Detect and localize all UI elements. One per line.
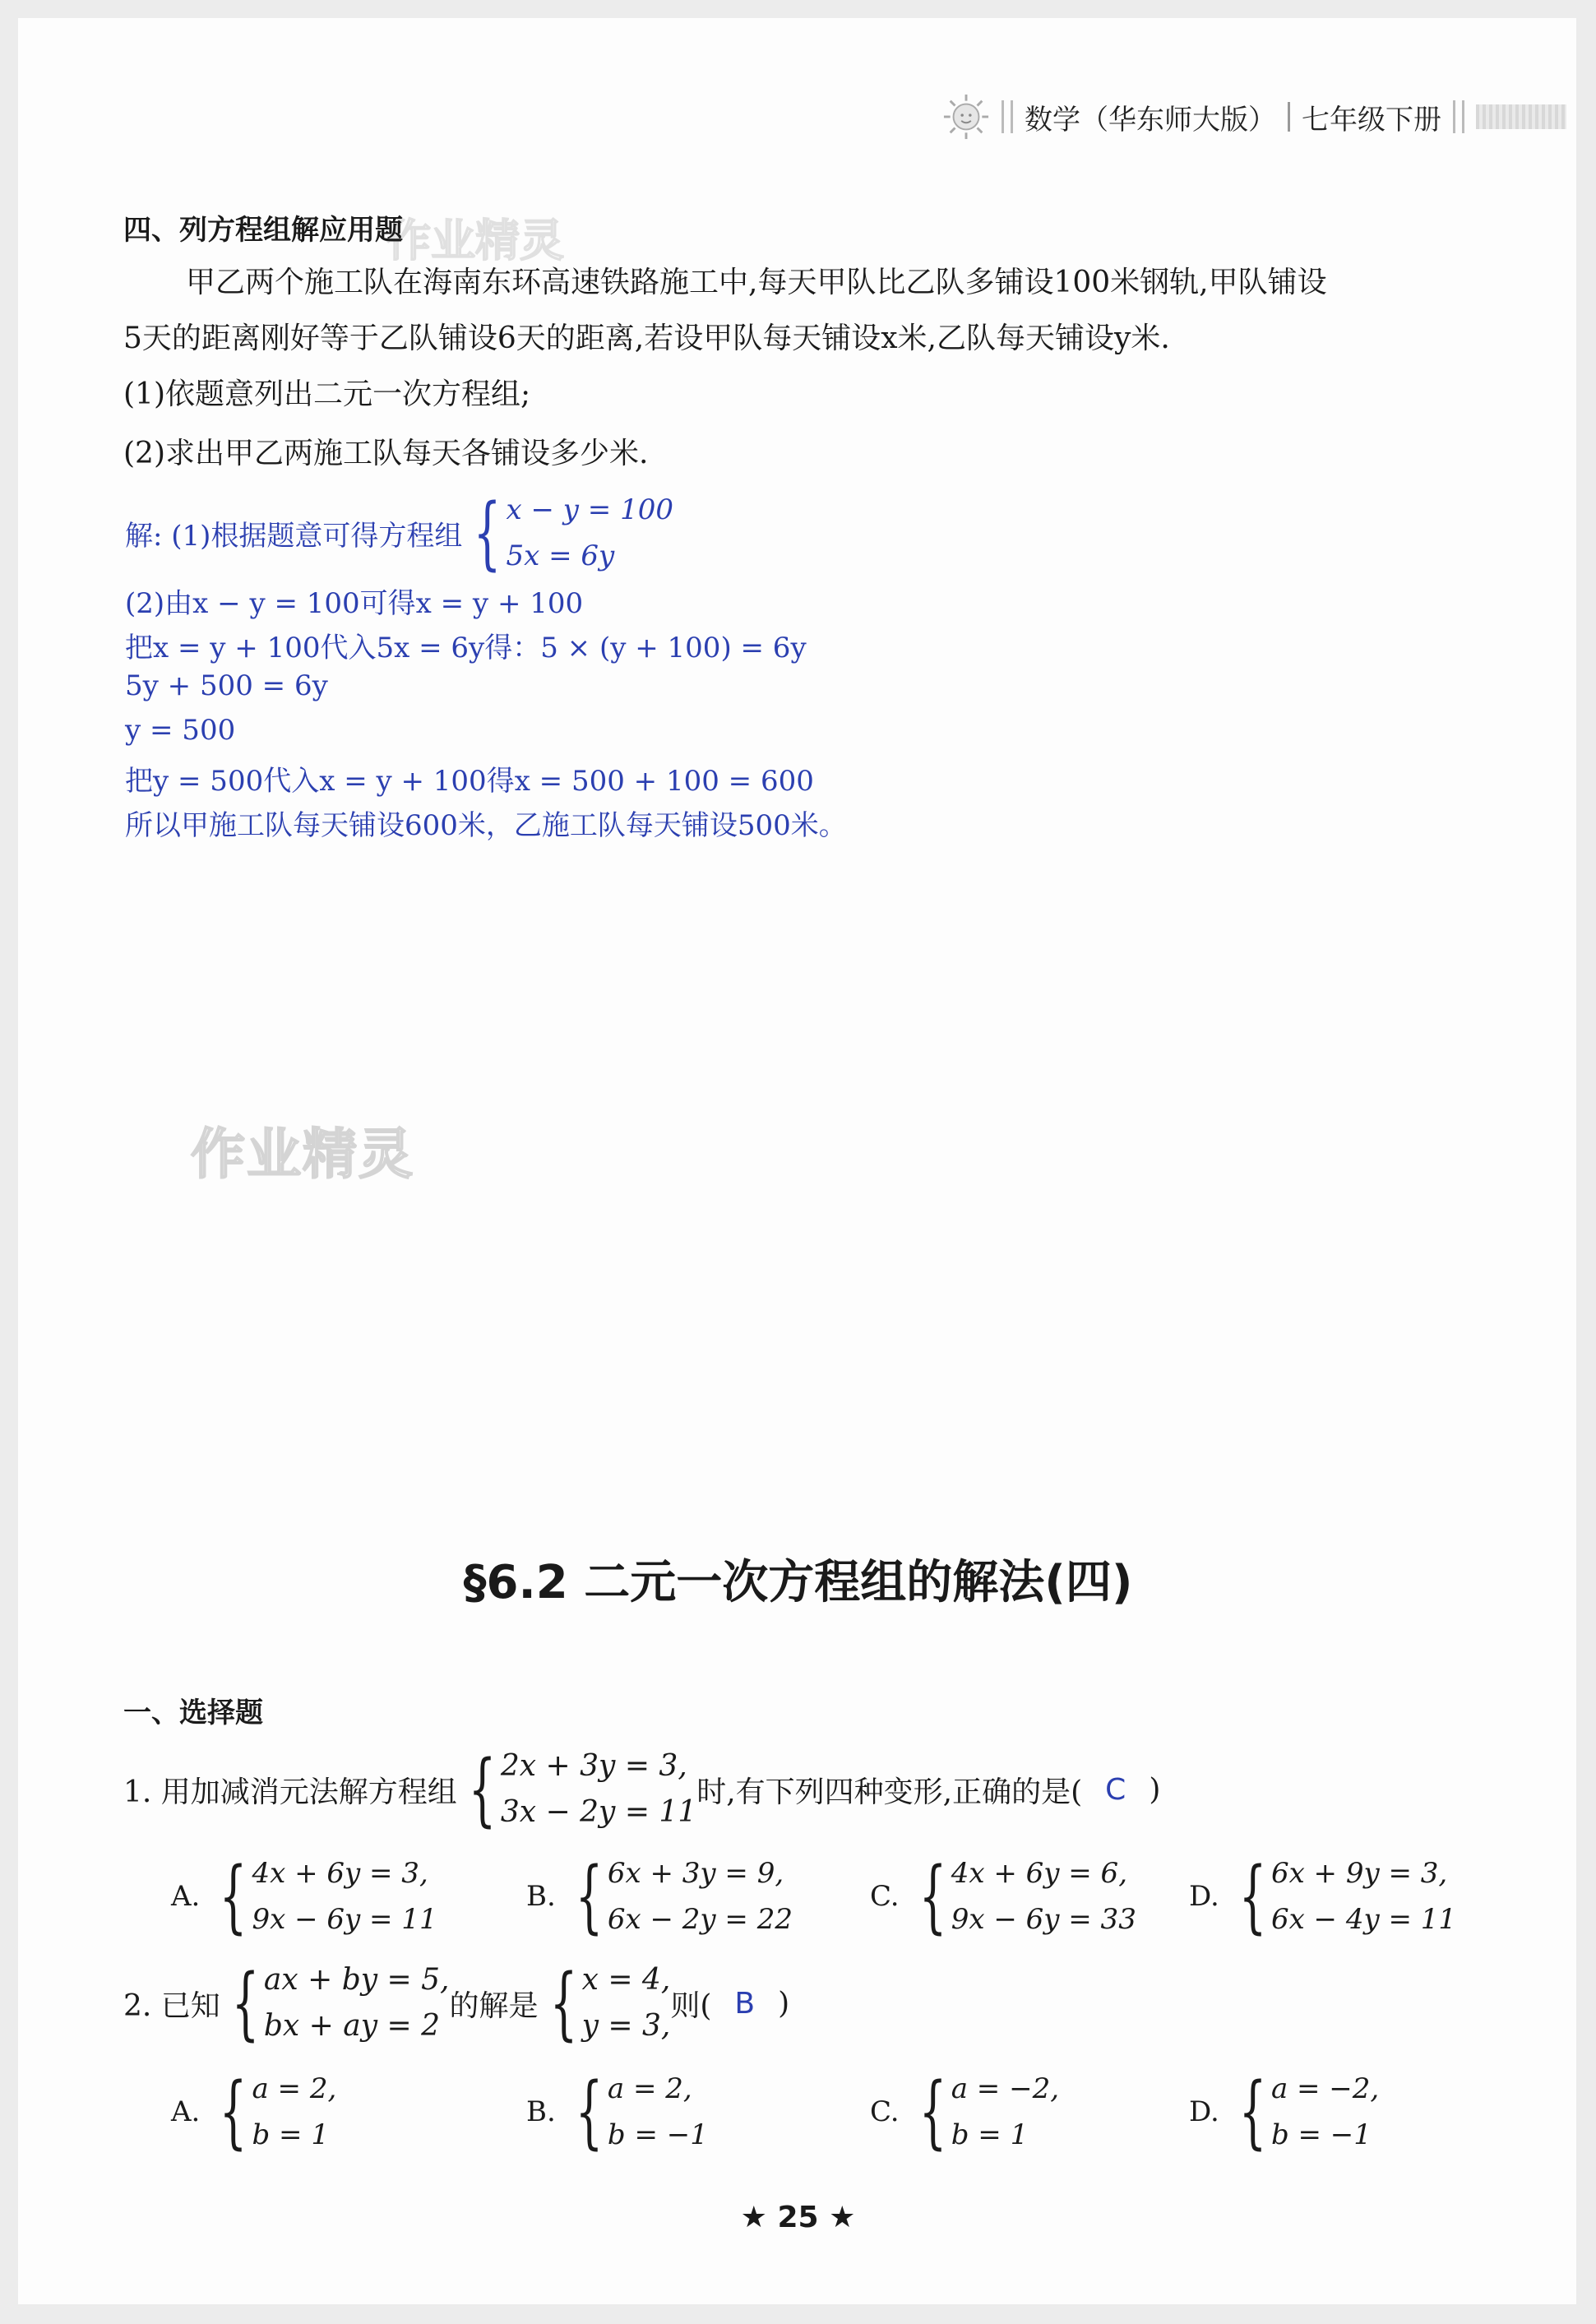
- book-title: 数学（华东师大版）: [1025, 103, 1276, 137]
- option-c: [870, 1850, 1136, 1942]
- option-c: [870, 2066, 1059, 2158]
- section-heading-part1: 一、选择题: [123, 1697, 263, 1729]
- question-2-middle: 的解是: [449, 1988, 539, 2023]
- section-heading-part4: 四、列方程组解应用题: [123, 214, 403, 247]
- option-equation: a = −2,: [1270, 2072, 1380, 2105]
- option-label: B.: [526, 1880, 556, 1913]
- option-d: [1189, 1850, 1456, 1942]
- system-equation-2: 5x = 6y: [506, 539, 615, 572]
- option-a: [171, 1850, 437, 1942]
- option-b: [526, 1850, 793, 1942]
- option-b: [526, 2066, 708, 2158]
- star-icon: ★: [740, 2201, 767, 2234]
- option-equation: 6x + 9y = 3,: [1270, 1857, 1448, 1890]
- option-label: A.: [171, 2095, 201, 2128]
- chapter-title: §6.2 二元一次方程组的解法(四): [463, 1556, 1133, 1609]
- system-equation-1: x − y = 100: [506, 493, 674, 526]
- solution-system: [539, 1957, 671, 2049]
- question-2-answer: B: [734, 1986, 756, 2021]
- option-label: C.: [870, 2095, 900, 2128]
- answer-line: 5y + 500 = 6y: [125, 669, 328, 702]
- question-1-prefix: 1. 用加减消元法解方程组: [123, 1775, 457, 1809]
- option-equation: 9x − 6y = 33: [951, 1903, 1136, 1936]
- grade-label: 七年级下册: [1302, 103, 1441, 137]
- option-label: D.: [1189, 2095, 1219, 2128]
- answer-line: y = 500: [125, 714, 236, 747]
- answer-line: (2)由x − y = 100可得x = y + 100: [125, 587, 584, 620]
- option-equation: b = 1: [951, 2118, 1029, 2151]
- sub-question-2: (2)求出甲乙两施工队每天各铺设多少米.: [123, 437, 649, 470]
- option-equation: 9x − 6y = 11: [252, 1903, 437, 1936]
- option-equation: 4x + 6y = 3,: [252, 1857, 428, 1890]
- question-1: [123, 1743, 1160, 1836]
- page-number-value: 25: [777, 2201, 819, 2234]
- system-equation-1: 2x + 3y = 3,: [500, 1749, 687, 1783]
- paren-close: ): [1149, 1772, 1161, 1807]
- option-equation: a = −2,: [951, 2072, 1060, 2105]
- answer-line: 把x = y + 100代入5x = 6y得：5 × (y + 100) = 6y: [125, 632, 807, 664]
- sub-question-1: (1)依题意列出二元一次方程组;: [123, 377, 531, 411]
- answer-conclusion: 所以甲施工队每天铺设600米，乙施工队每天铺设500米。: [125, 809, 847, 842]
- watermark: 作业精灵: [386, 215, 564, 266]
- option-equation: 6x + 3y = 9,: [607, 1857, 784, 1890]
- system-equation-2: 3x − 2y = 11: [500, 1795, 697, 1829]
- brace-icon: {: [1238, 2066, 1267, 2158]
- problem-text-line1: 甲乙两个施工队在海南东环高速铁路施工中,每天甲队比乙队多铺设100米钢轨,甲队铺设: [186, 266, 1327, 299]
- option-equation: 6x − 4y = 11: [1270, 1903, 1457, 1936]
- answer-part1: [125, 487, 673, 579]
- watermark: 作业精灵: [191, 1123, 414, 1186]
- option-equation: a = 2,: [252, 2072, 337, 2105]
- system-equation-1: ax + by = 5,: [263, 1963, 450, 1997]
- option-label: D.: [1189, 1880, 1219, 1913]
- page-header: [942, 92, 1566, 141]
- brace-icon: {: [220, 1850, 247, 1942]
- page-number: [0, 2201, 1596, 2234]
- equation-system: [462, 487, 673, 579]
- system-equation-2: bx + ay = 2: [263, 2009, 441, 2043]
- option-equation: b = −1: [607, 2118, 708, 2151]
- option-label: A.: [171, 1880, 201, 1913]
- option-equation: b = −1: [1270, 2118, 1372, 2151]
- question-1-suffix: 时,有下列四种变形,正确的是(: [696, 1775, 1083, 1809]
- brace-icon: {: [220, 2066, 247, 2158]
- brace-icon: {: [1238, 1850, 1267, 1942]
- brace-icon: {: [468, 1743, 497, 1836]
- brace-icon: {: [918, 2066, 946, 2158]
- question-1-answer: C: [1105, 1772, 1126, 1807]
- header-divider: [1288, 102, 1290, 132]
- option-equation: a = 2,: [607, 2072, 692, 2105]
- equation-system: [220, 1957, 450, 2049]
- brace-icon: {: [575, 2066, 604, 2158]
- option-label: B.: [526, 2095, 556, 2128]
- brace-icon: {: [918, 1850, 946, 1942]
- star-icon: ★: [829, 2201, 856, 2234]
- option-label: C.: [870, 1880, 900, 1913]
- solution-value-2: y = 3,: [581, 2009, 671, 2043]
- question-2-prefix: 2. 已知: [123, 1988, 220, 2023]
- problem-text-line2: 5天的距离刚好等于乙队铺设6天的距离,若设甲队每天铺设x米,乙队每天铺设y米.: [123, 322, 1170, 355]
- option-equation: b = 1: [252, 2118, 329, 2151]
- solution-value-1: x = 4,: [581, 1963, 671, 1997]
- option-d: [1189, 2066, 1379, 2158]
- header-divider: [1453, 100, 1464, 133]
- option-equation: 6x − 2y = 22: [607, 1903, 793, 1936]
- question-2: [123, 1957, 789, 2049]
- answer-intro: 解: (1)根据题意可得方程组: [125, 519, 463, 553]
- header-decoration: [1476, 104, 1566, 129]
- brace-icon: {: [575, 1850, 604, 1942]
- brace-icon: {: [231, 1957, 260, 2049]
- option-a: [171, 2066, 336, 2158]
- brace-icon: {: [549, 1957, 577, 2049]
- paren-close: ): [778, 1986, 790, 2021]
- header-divider: [1002, 100, 1013, 133]
- question-2-suffix: 则(: [670, 1988, 712, 2023]
- equation-system: [457, 1743, 696, 1836]
- sun-logo-icon: [942, 93, 990, 141]
- option-equation: 4x + 6y = 6,: [951, 1857, 1127, 1890]
- brace-icon: {: [474, 487, 502, 579]
- answer-line: 把y = 500代入x = y + 100得x = 500 + 100 = 600: [125, 765, 814, 798]
